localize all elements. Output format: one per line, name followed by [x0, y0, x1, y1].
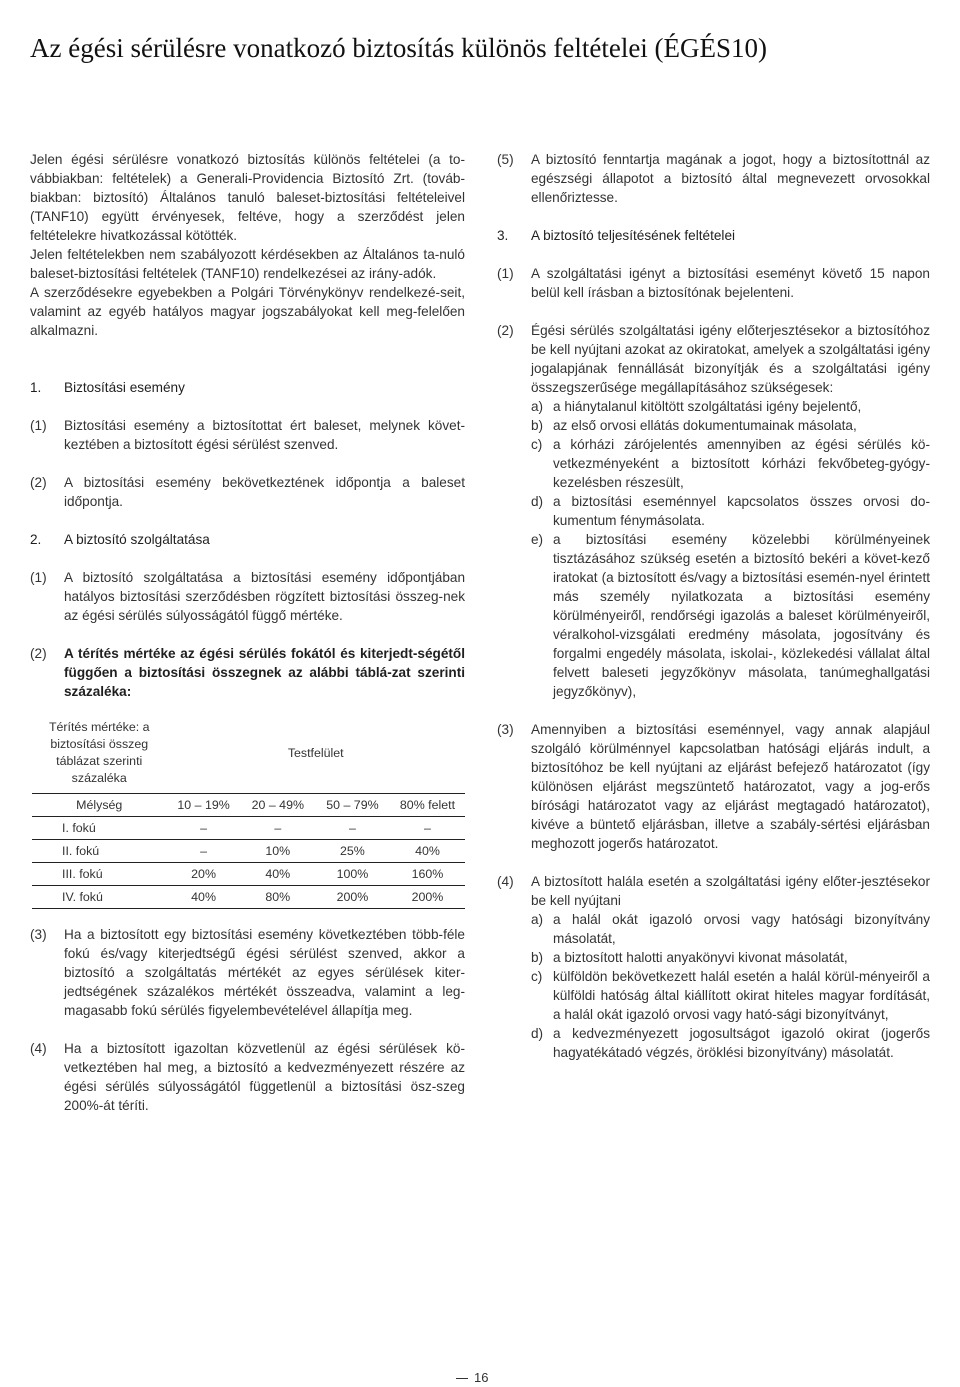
left-column: [30, 150, 465, 1115]
table-row: [32, 863, 465, 886]
clause-text: A térítés mértéke az égési sérülés fokától és kiterjedt-ségétől függően a biztosítási összegnek az alábbi táblá-zat szerinti százaléka:: [64, 646, 465, 699]
clause-item: [30, 416, 465, 454]
list-item: [531, 435, 930, 492]
clause-text: Ha a biztosított igazoltan közvetlenül az égési sérülések kö-vetkeztében hal meg, a biztosító a kedvezményezett részére az égési sérülés súlyosságától függetlenül a biztosítási ösz-szeg 200%-át téríti.: [64, 1041, 465, 1113]
clause-item: [497, 321, 930, 701]
table-column-header: 80% felett: [390, 794, 465, 817]
clause-text: A biztosító fenntartja magának a jogot, hogy a biztosítottnál az egészségi állapotot a biztosító által megnevezett orvosokkal ellenőriztesse.: [531, 152, 930, 205]
list-item: [531, 492, 930, 530]
table-cell: 200%: [315, 886, 390, 909]
list-text: a hiánytalanul kitöltött szolgáltatási igény bejelentő,: [553, 399, 862, 414]
table-cell: –: [315, 817, 390, 840]
table-corner-cell: Térítés mértéke: a biztosítási összeg táblázat szerinti százaléka: [48, 720, 150, 785]
list-letter: b): [531, 950, 544, 965]
clause-item: [30, 1039, 465, 1115]
list-text: a biztosítási esemény közelebbi körülményeinek tisztázásához szükség esetén a biztosító bekéri a követ-kező iratokat (a biztosított és/vagy a biztosítási esemén-nyel érintett más személy nyilatkozata a biztosítási esemény körülményeiről, rendőrségi igazolás a baleset körülményeiről, véralkohol-vizsgálati eredmény másolata, jogosítvány és forgalmi engedély másolata, iskolai-, közlekedési vállalat által felvett baleseti jegyzőkönyv másolata, tanúmeghallgatási jegyzőkönyv),: [553, 532, 930, 699]
section-number: 2.: [30, 532, 42, 547]
clause-item: [30, 644, 465, 701]
list-item: [531, 416, 930, 435]
table-cell: 100%: [315, 863, 390, 886]
list-item: [531, 967, 930, 1024]
list-letter: a): [531, 399, 544, 414]
table-cell: 80%: [241, 886, 315, 909]
right-column: [497, 150, 930, 1062]
table-cell: 200%: [390, 886, 465, 909]
clause-number: (2): [30, 475, 47, 490]
page-number: [456, 1368, 488, 1387]
clause-text: A biztosított halála esetén a szolgáltatási igény előter-jesztésekor be kell nyújtani: [531, 874, 930, 908]
clause-number: (1): [30, 570, 47, 585]
intro-paragraph: A szerződésekre egyebekben a Polgári Törvénykönyv rendelkezé-seit, valamint az egyéb hatályos magyar jogszabályokat kell meg-felelően alkalmazni.: [30, 285, 465, 338]
table-cell: 40%: [166, 886, 240, 909]
list-text: a kedvezményezett jogosultságot igazoló okirat (jogerős hagyatékátadó végzés, öröklési bizonyítvány) másolatát.: [553, 1026, 930, 1060]
clause-number: (3): [30, 927, 47, 942]
clause-item: [30, 568, 465, 625]
page-number-dash: [456, 1378, 468, 1379]
section-heading-1: [30, 378, 465, 397]
section-number: 1.: [30, 380, 42, 395]
clause-number: (4): [497, 874, 514, 889]
clause-item: [30, 925, 465, 1020]
section-heading-2: [30, 530, 465, 549]
list-text: az első orvosi ellátás dokumentumainak másolata,: [553, 418, 857, 433]
clause-item: [497, 872, 930, 1062]
table-row-label: II. fokú: [32, 840, 166, 863]
clause-text: Amennyiben a biztosítási eseménnyel, vagy annak alapjául szolgáló körülménnyel kapcsolatban hatósági eljárás indult, a biztosítóhoz be kell nyújtani az eljárást befejező határozatot (így különösen eljárást megszüntető határozatot, vagy a jog-erős bírósági határozatot vagy az eljárást megtagadó határozatot), kivéve a büntető eljárásban, illetve a szabály-sértési eljárásban meghozott jogerős határozatot.: [531, 722, 930, 851]
list-letter: e): [531, 532, 544, 547]
list-text: a halál okát igazoló orvosi vagy hatósági bizonyítvány másolatát,: [553, 912, 930, 946]
list-item: [531, 948, 930, 967]
intro-paragraph: Jelen égési sérülésre vonatkozó biztosítás különös feltételei (a to-vábbiakban: feltételek) a Generali-Providencia Biztosító Zrt. (továb-biakban: biztosító) Általános tanuló baleset-biztosítási feltételeivel (TANF10) együtt érvényesek, feltéve, hogy a szerződést jelen feltételekre hivatkozással kötötték.: [30, 152, 465, 243]
table-row-label: IV. fokú: [32, 886, 166, 909]
list-text: a biztosítási eseménnyel kapcsolatos összes orvosi do-kumentum fénymásolata.: [553, 494, 930, 528]
clause-item: [497, 720, 930, 853]
clause-text: A biztosítási esemény bekövetkeztének időpontja a baleset időpontja.: [64, 475, 465, 509]
table-row-label: I. fokú: [32, 817, 166, 840]
list-letter: c): [531, 437, 543, 452]
clause-number: (1): [497, 266, 514, 281]
table-cell: 20%: [166, 863, 240, 886]
page-title: Az égési sérülésre vonatkozó biztosítás különös feltételei (ÉGÉS10): [30, 33, 768, 63]
table-row: [32, 886, 465, 909]
clause-text: A biztosító szolgáltatása a biztosítási esemény időpontjában hatályos biztosítási szerződésben rögzített biztosítási összeg-nek az égési sérülés súlyosságától függő mértéke.: [64, 570, 465, 623]
clause-text: A szolgáltatási igényt a biztosítási eseményt követő 15 napon belül kell írásban a biztosítónak bejelenteni.: [531, 266, 930, 300]
clause-number: (3): [497, 722, 514, 737]
table-header-testfelulet: Testfelület: [287, 745, 344, 760]
table-row-label: III. fokú: [32, 863, 166, 886]
list-letter: c): [531, 969, 543, 984]
table-cell: 160%: [390, 863, 465, 886]
section-title: A biztosító szolgáltatása: [64, 532, 210, 547]
list-text: a biztosított halotti anyakönyvi kivonat másolatát,: [553, 950, 848, 965]
clause-text: Biztosítási esemény a biztosítottat ért baleset, melynek követ-keztében a biztosított égési sérülést szenved.: [64, 418, 465, 452]
section-heading-3: [497, 226, 930, 245]
clause-text: Ha a biztosított egy biztosítási esemény következtében több-féle fokú és/vagy kiterjedtségű égési sérülést szenved, akkor a biztosító a szolgáltatás mértékét az egyes sérülések kiter-jedtségének százalékos mértékét összeadva, valamint a leg-magasabb fokú sérülés figyelembevételével állapítja meg.: [64, 927, 465, 1018]
table-cell: –: [166, 840, 240, 863]
table-row: [32, 794, 465, 817]
clause-number: (5): [497, 152, 514, 167]
clause-item: [30, 473, 465, 511]
table-cell: –: [241, 817, 315, 840]
table-cell: –: [390, 817, 465, 840]
section-title: A biztosító teljesítésének feltételei: [531, 228, 736, 243]
table-column-header: 20 – 49%: [241, 794, 315, 817]
list-letter: b): [531, 418, 544, 433]
compensation-table: [32, 713, 465, 909]
clause-number: (2): [30, 646, 47, 661]
table-row-label: Mélység: [32, 794, 166, 817]
clause-text: Égési sérülés szolgáltatási igény előterjesztésekor a biztosítóhoz be kell nyújtani azokat az okiratokat, amelyek a szolgáltatási igény jogalapjának fennállását bizonyítják és a szolgáltatási igény összegszerűsége megállapításához szükségesek:: [531, 323, 930, 395]
clause-number: (2): [497, 323, 514, 338]
table-row: [32, 840, 465, 863]
table-row: [32, 817, 465, 840]
list-item: [531, 530, 930, 701]
page-number-text: 16: [474, 1370, 489, 1385]
table-cell: 10%: [241, 840, 315, 863]
clause-number: (1): [30, 418, 47, 433]
list-text: külföldön bekövetkezett halál esetén a halál körül-ményeiről a külföldi hatóság által kiállított okirat hiteles magyar fordítását, a halál okát igazoló orvosi vagy ható-sági bizonyítványt,: [553, 969, 930, 1022]
table-cell: 40%: [390, 840, 465, 863]
table-cell: –: [166, 817, 240, 840]
clause-item: [497, 264, 930, 302]
clause-item: [497, 150, 930, 207]
list-letter: d): [531, 1026, 544, 1041]
clause-number: (4): [30, 1041, 47, 1056]
list-letter: a): [531, 912, 544, 927]
table-column-header: 50 – 79%: [315, 794, 390, 817]
list-item: [531, 397, 930, 416]
list-item: [531, 910, 930, 948]
table-cell: 40%: [241, 863, 315, 886]
section-title: Biztosítási esemény: [64, 380, 185, 395]
section-number: 3.: [497, 228, 509, 243]
table-column-header: 10 – 19%: [166, 794, 240, 817]
table-cell: 25%: [315, 840, 390, 863]
list-text: a kórházi zárójelentés amennyiben az égési sérülés kö-vetkezményeként a biztosított kórházi fekvőbeteg-gyógy-kezelésben részesült,: [553, 437, 930, 490]
intro-paragraph: Jelen feltételekben nem szabályozott kérdésekben az Általános ta-nuló baleset-biztosítási feltételek (TANF10) rendelkezései az irány-adók.: [30, 247, 465, 281]
list-item: [531, 1024, 930, 1062]
list-letter: d): [531, 494, 544, 509]
